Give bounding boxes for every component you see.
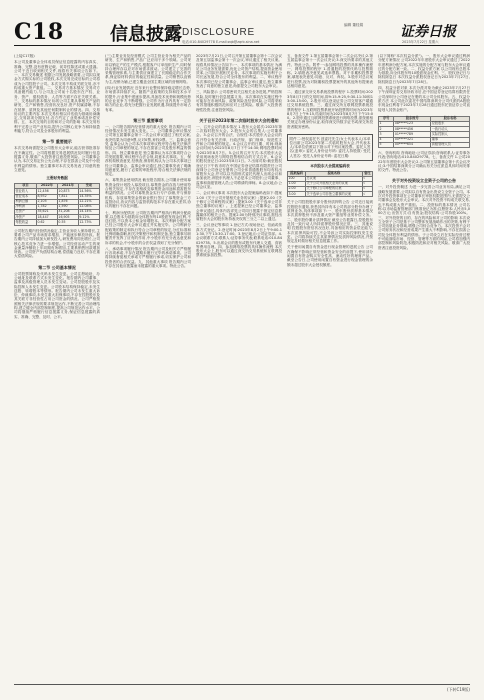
- table-cell: 14.14%: [78, 210, 99, 215]
- paragraph-gap: [105, 112, 191, 114]
- article-paragraph: 关于公司控股股东部分股份质押的公告 公司近日接到控股股东通知,获悉其所持有本公司的部分股份办理了质押业务,具体事项如下:一、股东股份质押基本情况 本次质押股份不涉及重大资产重组等业绩补偿义务。二、股东股份累计质押情况 截至公告披露日,控股股东及其一致行动人所持质押股份情况正常。三、其他说明 控股股东资信状况良好,具备相应的资金偿还能力,本次质押风险可控,不会导致公司实际控制权发生变更。公司将持续关注其质押情况及质押风险情况,并按规定及时做好相关信息披露工作。: [287, 200, 373, 244]
- data-table: [287, 171, 373, 198]
- table-cell: 1: [379, 122, 394, 127]
- table-cell: 高级管理人员: [431, 142, 470, 147]
- table-cell: 控股股东: [431, 122, 470, 127]
- column-5: [378, 54, 470, 680]
- article-paragraph: 一、召开会议的基本情况 1.股东大会届次:2023年第二次临时股东大会。2.股东大会的召集人:公司董事会。3.会议召开的合法、合规性:本次股东大会会议的召开符合有关法律、行政法规、部门规章、规范性文件和公司章程的规定。4.会议召开的日期、时间:现场会议时间为2023年8月7日下午14:30;网络投票时间为2023年8月7日。5.会议的召开方式:本次股东大会采用现场表决与网络投票相结合的方式召开。6.会议的股权登记日:2023年8月1日。7.出席对象:截至股权登记日下午收市时在中国证券登记结算有限责任公司深圳分公司登记在册的公司全体普通股股东均有权出席股东大会,并可以以书面形式委托代理人出席会议和参加表决,该股东代理人不必是本公司股东;公司董事、监事和高级管理人员;公司聘请的律师。8.会议地点:公司会议室。: [196, 124, 282, 190]
- table-cell: 董事: [431, 137, 470, 142]
- contact-info: 电话:010-84029778 E-mail:zqb@zqrb.sina.net: [182, 40, 260, 44]
- table-cell: 16,905: [57, 215, 78, 220]
- table-cell: 08*****456: [394, 127, 431, 132]
- table-header-cell: 提案编码: [288, 171, 306, 176]
- table-header-cell: 提案名称: [305, 171, 362, 176]
- table-cell: 18,447: [36, 215, 57, 220]
- article-paragraph: 关于使用闲置自有资金进行现金管理的进展公告 公司在确保不影响正常经营和资金安全的前提下,使用部分闲置自有资金购买安全性高、流动性好的理财产品。截至公告日,公司使用闲置自有资金进行现金管理的余额未超过股东大会授权额度。: [287, 245, 373, 267]
- paragraph-gap: [378, 250, 470, 252]
- article-paragraph: 三、风险提示 公司将密切关注相关业务进展,严格控制风险,及时履行信息披露义务。本次事项在实施过程中可能存在市场风险、政策风险及经营风险,公司将采取有效措施积极防范和应对上述风险。敬请广大投资者理性投资,注意投资风险。: [196, 90, 282, 112]
- table-row: [379, 142, 470, 147]
- issue-date: 2023年7月22日 星期六: [402, 40, 439, 44]
- table-cell: 14.35%: [78, 194, 99, 199]
- table-cell: 每股收益: [15, 220, 37, 225]
- table-cell: 12.08%: [78, 204, 99, 209]
- article-paragraph: 本次交易尚需提交公司股东大会审议,能否获得批准存在不确定性。公司将根据交易进展情况及时履行信息披露义务,敬请广大投资者注意投资风险。公司董事会认为,本次交易定价公允合理,不存在损害公司及中小股东利益的情形。独立董事对本次交易发表了同意的独立意见。: [14, 146, 100, 172]
- masthead: [14, 18, 470, 46]
- table-cell: 总议案: [305, 176, 362, 181]
- table-cell: 9.12%: [78, 215, 99, 220]
- table-caption: 主要财务数据: [46, 176, 68, 181]
- table-row: [288, 192, 373, 197]
- article-paragraph: 六、咨询机构 咨询地址:公司证券部;咨询联系人:证券事务代表;咨询电话:010-84029778。七、备查文件 1.公司2022年年度股东大会决议;2.公司第五届董事会第十次会议决议;3.中国结算深圳分公司确认有关分红派息具体时间安排的文件。特此公告。: [378, 150, 470, 173]
- table-cell: 12.21%: [78, 199, 99, 204]
- paragraph-gap: [196, 112, 282, 114]
- boxed-notice: 附件二:授权委托书 兹委托先生/女士代表本人/本单位出席公司2023年第二次临时股东大会,并代表本人/本单位依照以下指示对下列议案投票。委托人签名(盖章): 委托人身份证号码: 委托人持股数: 受托人签名: 受托人身份证号码: 委托日期:: [287, 134, 373, 160]
- table-cell: 利润总额: [15, 199, 37, 204]
- table-cell: 1,782: [36, 204, 57, 209]
- article-paragraph: (上接C17版): [14, 54, 35, 58]
- paragraph-gap: [287, 129, 373, 131]
- table-cell: 营业收入: [15, 189, 37, 194]
- paragraph-gap: [105, 268, 191, 270]
- table-cell: 5: [379, 142, 394, 147]
- table-header-cell: 2022年: [36, 184, 57, 189]
- article-paragraph: 公司股票简称及代码未发生变更。公司注册地址、办公地址及联系方式未发生变化。报告期内公司董事、监事及高级管理人员未发生变动。公司控股股东及实际控制人未发生变更。公司股本结构保持稳定,未发生送股、转增股本等情形。报告期内公司未发生重大诉讼、仲裁事项,未发生重大担保事项,不存在控股股东及其关联方非经营性占用公司资金的情况。公司严格按照相关法律法规的要求规范运作,不断完善公司治理结构,建立健全内部控制制度,提高公司规范运作水平。公司将继续严格履行信息披露义务,保证信息披露的真实、准确、完整、及时、公平。: [14, 271, 100, 319]
- column-4: [287, 54, 373, 680]
- article-heading: 关于对外投资设立全资子公司的公告: [392, 178, 456, 184]
- table-cell: 2.00: [288, 187, 306, 192]
- table-row: [15, 220, 100, 225]
- table-cell: 1,876: [57, 199, 78, 204]
- article-paragraph: 二、会议审议事项 本次股东大会提案编码表如下:提案1.00《关于公司开展相关业务的议案》;提案2.00《关于修订公司章程的议案》;提案3.00《关于选举公司非独立董事的议案》。上述提案已经公司董事会、监事会审议通过,具体内容详见公司同日披露于指定信息披露媒体的相关公告。提案2.00为特别决议事项,需经出席股东大会的股东所持表决权的三分之二以上通过。: [196, 191, 282, 222]
- table-cell: 12,456: [36, 189, 57, 194]
- article-paragraph: 一、对外投资概述 为进一步完善公司业务布局,满足公司战略发展需要,公司拟以自有资金出资设立全资子公司。本次对外投资事项在公司董事长审批权限范围内,无需提交公司董事会及股东大会审议。本次对外投资不构成关联交易,也不构成重大资产重组。二、投资标的基本情况 公司名称:以市场监督管理部门核准登记为准;注册资本:人民币5,000万元;出资方式:自有资金;股权结构:公司持股100%。三、对外投资的目的、存在的风险和对公司的影响 本次设立全资子公司是基于公司整体发展战略作出的决策,有利于公司拓展业务领域,增强公司综合竞争力。本次投资不会对公司财务状况和经营成果产生重大不利影响,不存在损害公司及全体股东利益的情形。子公司设立后在实际经营过程中可能面临市场、经营、管理等方面的风险,公司将加强内部控制和风险防范,积极防范和应对相关风险。敬请广大投资者注意投资风险。: [378, 185, 470, 250]
- column-2: [105, 54, 191, 680]
- data-table: [378, 116, 470, 148]
- section-title-english: DISCLOSURE: [182, 27, 256, 38]
- table-cell: 3: [379, 132, 394, 137]
- table-cell: √: [362, 181, 372, 186]
- article-paragraph: (四)行业发展情况 近年来行业整体保持稳定增长态势,市场需求持续扩大。随着产业政策的支持和技术水平的提升,行业集中度逐步提高,具备技术优势和规模优势的企业竞争力不断增强。公司作为行业内具有一定影响力的企业,将充分把握行业发展机遇,持续提升市场占有率。: [105, 86, 191, 112]
- table-cell: 营业成本: [15, 194, 37, 199]
- table-cell: 1.00: [288, 181, 306, 186]
- article-paragraph: 公司报告期内经营情况稳定,主营业务收入保持增长,主要系公司产品市场需求增加、产能逐步释放所致。报告期内公司持续加大研发投入,研发费用同比增长,公司核心技术竞争力进一步增强。公司经营活动产生的现金流量净额较上年同期有所增加,主要系销售回款增加所致。公司资产负债结构合理,偿债能力良好,不存在重大偿债风险。: [14, 228, 100, 259]
- table-header-cell: 股东账号: [394, 116, 431, 121]
- table-cell: 2,105: [36, 199, 57, 204]
- table-cell: 12.73%: [78, 220, 99, 225]
- paragraph-gap: [14, 319, 100, 321]
- article-paragraph: 二、通过深交所交易系统投票的程序 1.投票时间:2023年8月7日的交易时间,即9:15-9:25,9:30-11:30和13:00-15:00。2.股东可以登录证券公司交易客户端通过交易系统投票。三、通过深交所互联网投票系统投票的程序 1.互联网投票系统开始投票的时间为2023年8月7日上午9:15,结束时间为2023年8月7日下午15:00。2.股东通过互联网投票系统进行网络投票,需按照相关规定办理身份认证,取得深交所数字证书或深交所投资者服务密码。: [287, 90, 373, 129]
- table-cell: 00*****654: [394, 142, 431, 147]
- article-paragraph: 本公司及董事会全体成员保证信息披露的内容真实、准确、完整,没有虚假记载、误导性陈述或重大遗漏。公司于近日收到相关文件,现将有关事项公告如下。一、本次交易概述 根据公司发展战略需要,公司拟以现金方式购买标的公司股权,本次交易完成后标的公司将成为公司控股子公司。本次交易不构成关联交易,亦不构成重大资产重组。二、交易对方基本情况 交易对方具备履约能力,与公司及公司前十名股东在产权、业务、资产、债权债务、人员等方面不存在关联关系。三、交易标的基本情况 标的公司主要从事相关产品的研发、生产和销售,经营状况良好,资产权属清晰,不存在抵押、质押及其他任何限制转让的情况。四、交易协议的主要内容 本次交易价格以评估值为基础协商确定,交易款项分期支付,各方约定了业绩承诺及补偿安排。五、本次交易的目的和对公司的影响 本次交易有利于完善公司产业布局,提升公司核心竞争力和持续盈利能力,符合公司及全体股东的利益。: [14, 60, 100, 134]
- table-cell: 1,590: [57, 204, 78, 209]
- article-heading: 第二节 公司基本情况: [38, 264, 76, 270]
- continued-note: (下转C19版): [446, 686, 470, 692]
- page-number: C18: [14, 19, 64, 45]
- table-cell: 净利润: [15, 204, 37, 209]
- page-footer: [14, 684, 470, 692]
- table-cell: 31,208: [57, 210, 78, 215]
- paragraph-gap: [287, 267, 373, 269]
- table-cell: 0.55: [57, 220, 78, 225]
- article-paragraph: (三)主要业务及经营模式 公司主营业务为相关产品的研发、生产和销售,产品广泛应用于多个领域。公司采用以销定产的生产模式,根据客户订单组织生产,同时保持合理库存以应对市场需求波动。公司建立了完善的采购管理体系,与主要供应商建立了长期稳定的合作关系,保证原材料供应的稳定性和质量。公司销售以直销为主,经销为辅,已建立覆盖全国主要区域的营销网络。: [105, 54, 191, 84]
- table-cell: 10,873: [57, 189, 78, 194]
- table-cell: 实际控制人: [431, 132, 470, 137]
- table-cell: 关于选举公司非独立董事的议案: [305, 192, 362, 197]
- article-heading: 第三节 重要事项: [133, 117, 163, 123]
- table-cell: 一致行动人: [431, 127, 470, 132]
- paragraph-gap: [14, 259, 100, 261]
- table-cell: 4: [379, 137, 394, 142]
- article-paragraph: 2023年7月21日,公司召开第五届董事会第十二次会议及第五届监事会第十一次会议,审议通过了相关议案。现将具体情况公告如下:一、本次事项的基本情况 为满足公司业务发展需要,优化公司资产结构,提高资金使用效率,公司拟开展相关业务。本次事项的实施有利于公司长远发展,符合公司全体股东的利益。二、审议程序 本次事项已经公司董事会、监事会审议通过,独立董事发表了同意的独立意见,尚需提交公司股东大会审议。: [196, 54, 282, 89]
- table-header-cell: 变动: [78, 184, 99, 189]
- article-paragraph: 三、会议登记等事项 1.登记方式:现场登记、信函或传真方式登记。2.登记时间:2023年8月2日上午9:00-11:30,下午13:30-17:00。3.登记地点:公司证券部。4.会议联系方式:联系人:证券事务代表;联系电话:010-84029778。5.出席会议的股东或股东代理人交通、食宿等费用自理。四、参加网络投票的具体操作流程 本次股东大会上,股东可以通过深交所交易系统和互联网投票系统参加投票。: [196, 223, 282, 258]
- article-paragraph: 一、公司报告期内经营情况的重大变化 报告期内公司经营情况未发生重大变化。二、公司董事会审议情况 公司第五届董事会第十二次会议审议通过了相关议案,表决结果为同意9票,反对0票,弃权0票。三、监事会意见 监事会认为公司本次事项审议程序符合相关法律法规及公司章程的规定,不存在损害公司及股东利益的情形。四、独立董事意见 独立董事认为本次事项符合公司发展需要,审议程序合法合规,同意本次事项。五、保荐机构核查意见 经核查,保荐机构认为公司本次事项已经公司董事会、监事会审议通过,独立董事发表了明确同意意见,履行了必要的审批程序,符合相关法律法规的规定。: [105, 124, 191, 177]
- table-cell: 2: [379, 127, 394, 132]
- article-paragraph: 八、承诺事项履行情况 报告期内公司及相关方严格履行各项承诺,不存在超期未履行完毕的承诺事项。公司将持续督促相关承诺方严格履行承诺,切实保护公司和投资者的合法权益。九、其他重大事项 报告期内公司不存在其他应披露而未披露的重大事项。特此公告。: [105, 246, 191, 269]
- paragraph-gap: [378, 172, 470, 174]
- table-cell: √: [362, 187, 372, 192]
- table-header-cell: 备注: [364, 170, 371, 175]
- table-header-cell: 项目: [15, 184, 37, 189]
- table-cell: 14.56%: [78, 189, 99, 194]
- section-title: 信息披露: [110, 24, 182, 45]
- data-table: [14, 183, 100, 226]
- table-cell: √: [362, 192, 372, 197]
- table-cell: 01*****789: [394, 132, 431, 137]
- table-cell: 35,621: [36, 210, 57, 215]
- table-cell: 关于公司开展相关业务的议案: [305, 181, 362, 186]
- article-heading: 关于召开2023年第二次临时股东大会的通知: [199, 117, 279, 123]
- article-paragraph: 四、权益分派对象 本次分派对象为截止2023年7月27日下午深圳证券交易所收市后,在中国证券登记结算有限责任公司深圳分公司登记在册的本公司全体股东。五、权益分派方法 本公司此次委托中国结算深圳分公司代派的A股股东现金红利将于2023年7月28日通过股东托管证券公司直接划入其资金账户。: [378, 86, 470, 112]
- table-cell: 8,932: [36, 194, 57, 199]
- table-cell: 7,811: [57, 194, 78, 199]
- table-cell: 净资产: [15, 215, 37, 220]
- table-cell: 00*****321: [394, 137, 431, 142]
- paragraph-gap: [196, 258, 282, 260]
- article-paragraph: 七、利润分配情况 公司报告期内严格执行利润分配政策,以总股本为基数向全体股东每10股派发现金红利,不送红股,不以资本公积金转增股本。本次利润分配方案已经公司股东大会审议通过并实施完毕。公司利润分配政策的制定和执行符合公司章程的规定,分红标准和比例明确清晰,相关决策程序和机制完备,独立董事尽职履责并发挥了应有的作用,中小股东有充分表达意见和诉求的机会,中小股东的合法权益得到了充分保护。: [105, 210, 191, 245]
- paragraph-gap: [14, 133, 100, 135]
- column-3: [196, 54, 282, 680]
- table-cell: 100: [288, 176, 306, 181]
- table-caption: 本次股东大会提案编码表: [310, 163, 350, 168]
- table-header-cell: 股东名称: [431, 116, 470, 121]
- newspaper-logo: 证券日报: [400, 24, 456, 40]
- table-cell: 关于修订公司章程的议案: [305, 187, 362, 192]
- article-heading: 第一节 重要提示: [42, 139, 72, 145]
- table-cell: 08*****123: [394, 122, 431, 127]
- table-cell: √: [362, 176, 372, 181]
- table-cell: 3.00: [288, 192, 306, 197]
- paragraph-gap: [378, 112, 470, 114]
- article-paragraph: (以下简称"本次权益分派")。一、股东大会审议通过利润分配方案情况 公司2022年年度股东大会审议通过了2022年度利润分配方案,本次实施的分配方案与股东大会审议通过的分配方案一致。二、权益分派方案 以公司现有总股本为基数,向全体股东每10股派现金红利。三、股权登记日与除权除息日 本次权益分派股权登记日为2023年7月27日,除权除息日为2023年7月28日。: [378, 54, 470, 84]
- column-1: [14, 54, 100, 680]
- table-header-cell: 2021年: [57, 184, 78, 189]
- article-paragraph: 五、备查文件 1.第五届董事会第十二次会议决议;2.第五届监事会第十一次会议决议;3.深交所要求的其他文件。特此公告。附件一:参加网络投票的具体操作流程 一、网络投票的程序 1.普通股的投票代码与投票简称。2.填报表决意见或选举票数。对于非累积投票提案,填报表决意见:同意、反对、弃权。3.股东对总议案进行投票,视为对除累积投票提案外的其他所有提案表达相同意见。: [287, 54, 373, 89]
- article-paragraph: 六、募集资金使用情况 截至报告期末,公司累计使用募集资金按计划投入募投项目,募集资金的存放与使用符合相关规定,不存在变相改变募集资金用途和损害股东利益的情况。公司对募集资金实行专户存储,并与保荐机构、存放募集资金的商业银行签订了募集资金三方监管协议,协议内容与监管机构范本不存在重大差异,协议的履行不存在问题。: [105, 178, 191, 209]
- table-cell: 0.62: [36, 220, 57, 225]
- editor-credits: 编辑 董桂娟: [344, 23, 364, 27]
- table-header-cell: 序号: [379, 116, 394, 121]
- paragraph-gap: [14, 172, 100, 174]
- table-cell: 总资产: [15, 210, 37, 215]
